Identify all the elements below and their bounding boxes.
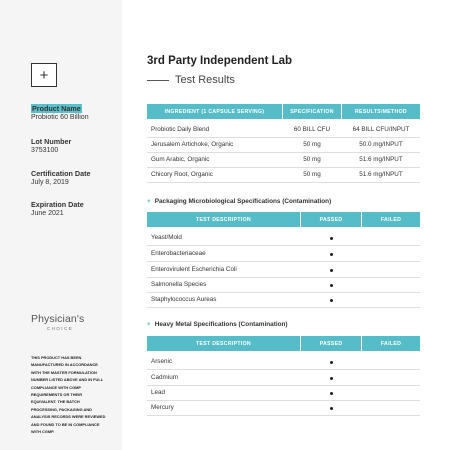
disclaimer-text: THIS PRODUCT HAS BEEN MANUFACTURED IN ACCORDANCE WITH THE MASTER FORMULATION NUMBER LISTED ABOVE AND IN FULL COMPLIANCE WITH CGMP REQUIREMENTS OR THEIR EQUIVALENT. THE BATCH PROCESSING, PACKAGING AND ANALYSIS RECORDS WERE REVIEWED AND FOUND TO BE IN COMPLIANCE WITH CGMP. xyxy=(31,355,106,435)
passed-dot xyxy=(330,284,333,287)
row-divider xyxy=(147,277,420,278)
passed-dot xyxy=(330,407,333,410)
metal-section-title: + Heavy Metal Specifications (Contamination) xyxy=(147,321,288,328)
plus-icon: + xyxy=(31,63,57,87)
micro-section-title: + Packaging Microbiological Specifications (Contamination) xyxy=(147,198,332,205)
row-divider xyxy=(147,415,420,416)
row-divider xyxy=(147,385,420,386)
row-divider xyxy=(147,245,420,246)
sidebar xyxy=(0,0,122,450)
expiration-date-value: June 2021 xyxy=(31,210,64,217)
row-divider xyxy=(147,292,420,293)
micro-test-name: Enterovirulent Escherichia Coli xyxy=(151,266,237,273)
row-divider xyxy=(147,307,420,308)
metal-test-name: Mercury xyxy=(151,404,174,411)
row-divider xyxy=(147,182,420,183)
row-divider xyxy=(147,400,420,401)
passed-dot xyxy=(330,269,333,272)
ingredient-spec: 60 BILL CFU xyxy=(293,126,331,133)
micro-header-test: TEST DESCRIPTION xyxy=(147,212,300,227)
ingredient-result: 51.6 mg/INPUT xyxy=(359,156,403,163)
micro-test-name: Yeast/Mold xyxy=(151,234,182,241)
row-divider xyxy=(147,369,420,370)
ingredients-header-specification: SPECIFICATION xyxy=(283,104,341,119)
lot-number-value: 3753100 xyxy=(31,147,59,154)
plus-icon: + xyxy=(147,321,151,328)
passed-dot xyxy=(330,237,333,240)
ingredient-result: 51.6 mg/INPUT xyxy=(359,171,403,178)
ingredient-result: 64 BILL CFU/INPUT xyxy=(352,126,410,133)
ingredients-header-ingredient: INGREDIENT (1 CAPSULE SERVING) xyxy=(147,104,282,119)
expiration-date-label: Expiration Date xyxy=(31,200,84,209)
ingredient-spec: 50 mg xyxy=(303,141,321,148)
metal-header-passed: PASSED xyxy=(301,336,361,351)
ingredient-spec: 50 mg xyxy=(303,171,321,178)
ingredient-name: Jerusalem Artichoke, Organic xyxy=(151,141,234,148)
row-divider xyxy=(147,167,420,168)
ingredient-name: Chicory Root, Organic xyxy=(151,171,213,178)
ingredient-name: Probiotic Daily Blend xyxy=(151,126,210,133)
brand-logo xyxy=(31,313,91,331)
passed-dot xyxy=(330,253,333,256)
metal-test-name: Lead xyxy=(151,389,166,396)
page-subtitle: Test Results xyxy=(147,74,235,86)
row-divider xyxy=(147,137,420,138)
ingredient-spec: 50 mg xyxy=(303,156,321,163)
micro-header-failed: FAILED xyxy=(362,212,420,227)
row-divider xyxy=(147,261,420,262)
micro-test-name: Salmonella Species xyxy=(151,281,207,288)
ingredients-header-results: RESULTS/METHOD xyxy=(342,104,420,119)
passed-dot xyxy=(330,377,333,380)
ingredient-name: Gum Arabic, Organic xyxy=(151,156,210,163)
dash-line xyxy=(147,80,169,81)
micro-test-name: Staphylococcus Aureas xyxy=(151,296,217,303)
logo-subtext: CHOICE xyxy=(46,326,74,331)
product-name-value: Probiotic 60 Billion xyxy=(31,114,89,121)
micro-test-name: Enterobacteriaceae xyxy=(151,250,206,257)
passed-dot xyxy=(330,299,333,302)
plus-icon: + xyxy=(147,198,151,205)
lot-number-label: Lot Number xyxy=(31,137,72,146)
metal-test-name: Cadmium xyxy=(151,374,178,381)
micro-header-passed: PASSED xyxy=(301,212,361,227)
passed-dot xyxy=(330,392,333,395)
metal-header-test: TEST DESCRIPTION xyxy=(147,336,300,351)
row-divider xyxy=(147,152,420,153)
metal-header-failed: FAILED xyxy=(362,336,420,351)
logo-text: Physician's xyxy=(31,313,85,325)
product-name-label: Product Name xyxy=(32,104,81,113)
certification-date-value: July 8, 2019 xyxy=(31,179,69,186)
metal-test-name: Arsenic xyxy=(151,358,172,365)
ingredient-result: 50.0 mg/INPUT xyxy=(359,141,403,148)
page-title: 3rd Party Independent Lab xyxy=(147,55,293,67)
passed-dot xyxy=(330,361,333,364)
certification-date-label: Certification Date xyxy=(31,169,91,178)
